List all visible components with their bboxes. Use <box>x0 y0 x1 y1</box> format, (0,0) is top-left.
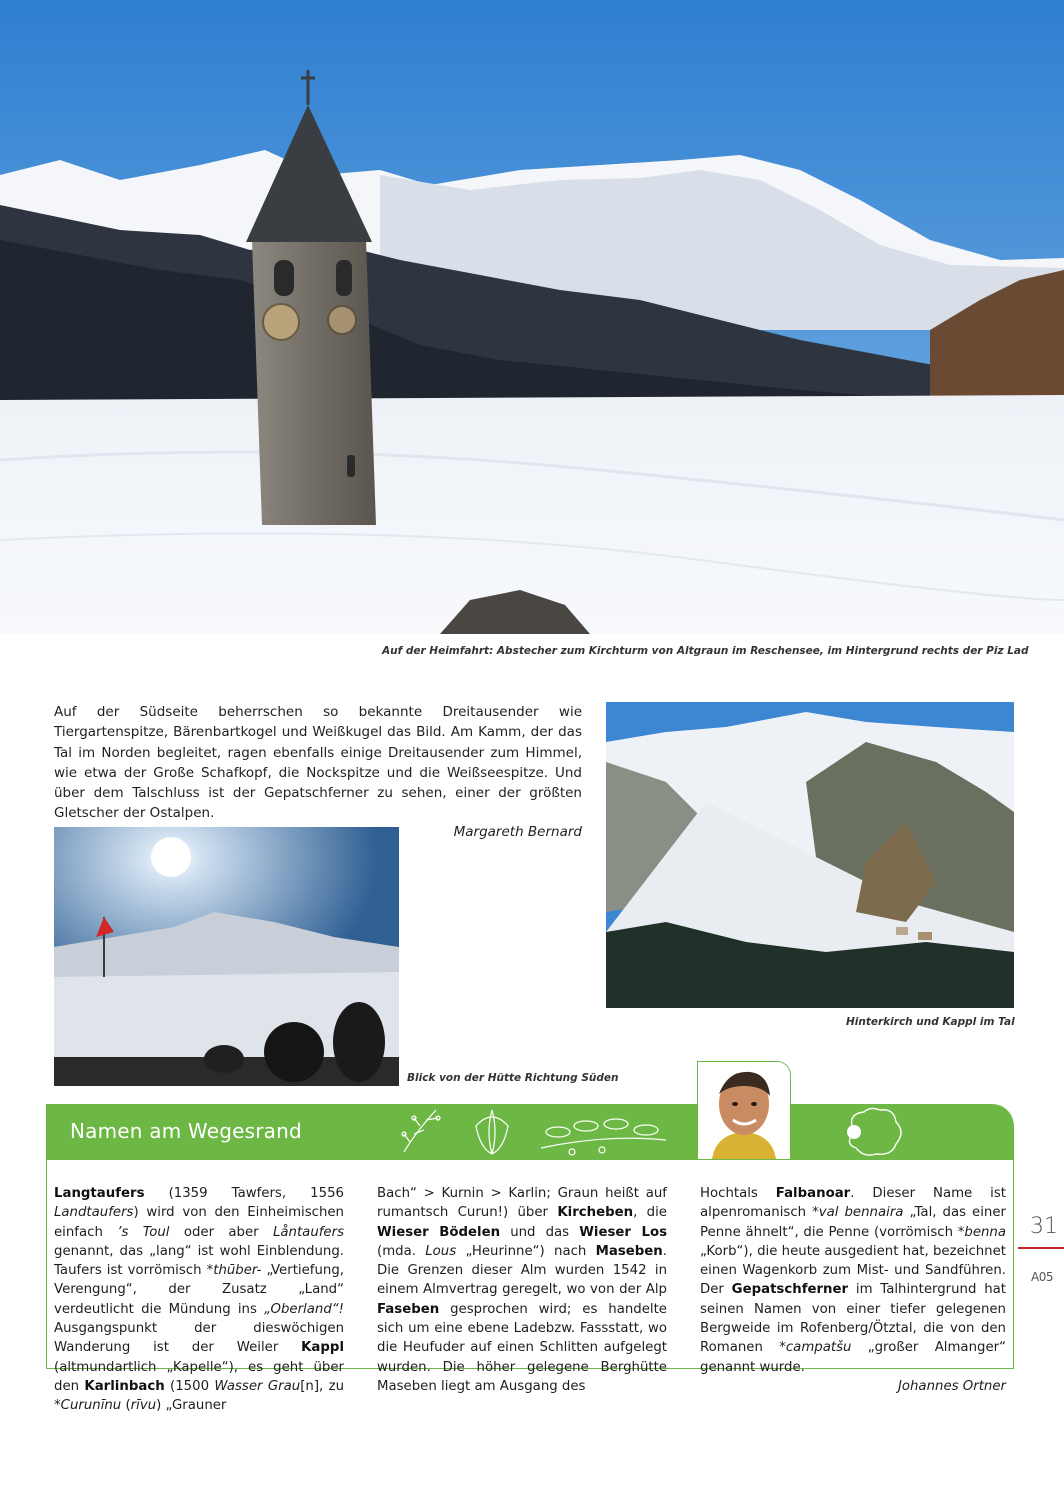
names-column-2: Bach“ > Kurnin > Karlin; Graun heißt auf rumantsch Curun!) über Kircheben, die Wieser Bödelen und das Wieser Los (mda. Lous „Heurinne“) nach Maseben. Die Grenzen dieser Alm wurden 1542 in einem Almvertrag geregelt, wo von der Alp Faseben gesprochen wird; es handelte sich um eine ebene Ladebzw. Fassstatt, wo die Heufuder auf einen Schlitten aufgelegt wurden. Die höher gelegene Berghütte Maseben liegt am Ausgang des <box>377 1186 667 1394</box>
page-number-rule <box>1018 1247 1064 1249</box>
names-box-title: Namen am Wegesrand <box>70 1119 302 1143</box>
photo-hinterkirch-kappl-valley <box>606 702 1014 1008</box>
hut-photo-caption: Blick von der Hütte Richtung Süden <box>407 1072 619 1084</box>
page-code: A05 <box>1031 1270 1053 1284</box>
branch-icon <box>402 1110 440 1152</box>
names-column-1: Langtaufers (1359 Tawfers, 1556 Landtaufers) wird von den Einheimischen einfach ’s Toul oder aber Låntaufers genannt, das „lang“ ist wohl Einblendung. Taufers ist vorrömisch *thūber- „Vertiefung, Verengung“, der Zusatz „Land“ verdeutlicht die Mündung ins „Oberland“! Ausgangspunkt der dieswöchigen Wanderung ist der Weiler Kappl (altmundartlich „Kapelle“), es geht über den Karlinbach (1500 Wasser Grau[n], zu *Curunīnu (rīvu) „Grauner <box>54 1186 344 1414</box>
tulip-icon <box>476 1110 508 1154</box>
author-portrait <box>697 1061 791 1159</box>
names-column-3: Hochtals Falbanoar. Dieser Name ist alpenromanisch *val bennaira „Tal, das einer Penne ähnelt“, die Penne (vorrömisch *benna „Korb“), die heute ausgedient hat, bezeichnet einen Wagenkorb zum Mist- und Sandführen. Der Gepatschferner im Talhintergrund hat seinen Namen von einer tiefer gelegenen Bergweide im Rofenberg/Ötztal, die von den Romanen *campatšu „großer Almanger“ genannt wurde. Johannes Ortner <box>700 1184 1006 1396</box>
page-number: 31 <box>1030 1214 1058 1239</box>
article-paragraph: Auf der Südseite beherrschen so bekannte Dreitausender wie Tiergartenspitze, Bärenbartkogel und Weißkugel das Bild. Am Kamm, der das Tal im Norden begleitet, ragen ebenfalls einige Dreitausender zum Himmel, wie etwa der Große Schafkopf, die Nockspitze und die Weißseespitze. Und über dem Talschluss ist der Gepatschferner zu sehen, einer der größten Gletscher der Ostalpen. <box>54 704 582 822</box>
photo-hut-view-south <box>54 827 399 1086</box>
hero-caption: Auf der Heimfahrt: Abstecher zum Kirchturm von Altgraun im Reschensee, im Hintergrund rechts der Piz Lad <box>382 645 1029 657</box>
article-author: Margareth Bernard <box>453 824 582 840</box>
hero-photo-altgraun-church-tower <box>0 0 1064 634</box>
valley-photo-caption: Hinterkirch und Kappl im Tal <box>846 1016 1015 1028</box>
herb-branch-icon <box>541 1119 666 1155</box>
names-box-author: Johannes Ortner <box>897 1378 1006 1394</box>
